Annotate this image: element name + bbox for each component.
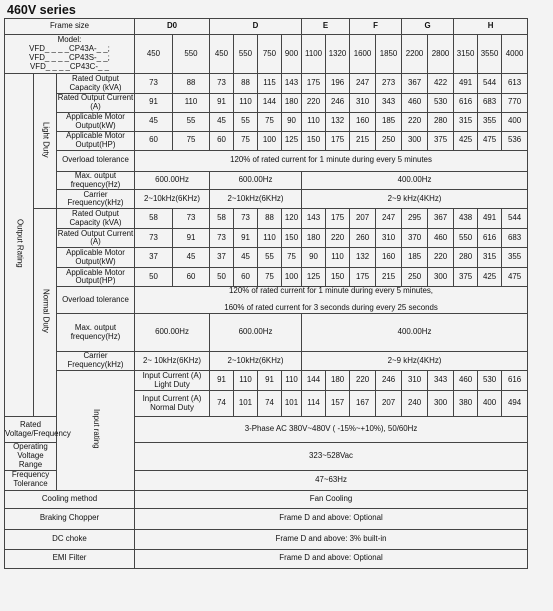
value-cell: 260 (350, 229, 376, 248)
value-cell: 88 (234, 74, 258, 94)
value-cell: 60 (135, 131, 173, 150)
value-cell: 101 (234, 391, 258, 417)
value-cell: 88 (173, 74, 210, 94)
model-value: 900 (282, 35, 302, 74)
row-label: Frequency Tolerance (5, 470, 57, 490)
value-cell: 73 (210, 74, 234, 94)
value-cell: 167 (350, 391, 376, 417)
frame-size-label: Frame size (5, 19, 135, 35)
value-cell: 91 (258, 371, 282, 391)
value-cell: 544 (502, 209, 528, 229)
value-cell: 90 (282, 112, 302, 131)
value-cell: 60 (210, 131, 234, 150)
value-cell: 250 (376, 131, 402, 150)
value-cell: 220 (428, 248, 454, 268)
value-cell: 246 (376, 371, 402, 391)
merged-value: 2~10kHz(6KHz) (135, 190, 210, 209)
value-cell: 60 (173, 268, 210, 287)
row-label: DC choke (5, 529, 135, 549)
value-cell: 75 (173, 131, 210, 150)
value-cell: 315 (478, 248, 502, 268)
model-value: 3150 (454, 35, 478, 74)
value-cell: 143 (282, 74, 302, 94)
value-cell: 160 (350, 112, 376, 131)
value-cell: 91 (173, 229, 210, 248)
value-cell: 175 (302, 74, 326, 94)
merged-value: Frame D and above: 3% built-in (135, 529, 528, 549)
merged-value: 400.00Hz (302, 171, 528, 190)
merged-value: 2~9 kHz(4KHz) (302, 352, 528, 371)
value-cell: 55 (258, 248, 282, 268)
spec-table (4, 18, 528, 569)
value-cell: 491 (478, 209, 502, 229)
value-cell: 144 (258, 94, 282, 113)
value-cell: 75 (258, 268, 282, 287)
value-cell: 220 (350, 371, 376, 391)
model-value: 1100 (302, 35, 326, 74)
value-cell: 550 (454, 229, 478, 248)
row-label: Rated Output Capacity (kVA) (57, 209, 135, 229)
value-cell: 491 (454, 74, 478, 94)
row-label: Rated Output Current (A) (57, 228, 134, 247)
value-cell: 536 (502, 131, 528, 150)
model-value: 3550 (478, 35, 502, 74)
value-cell: 144 (302, 371, 326, 391)
value-cell: 343 (428, 371, 454, 391)
value-cell: 220 (402, 112, 428, 131)
row-label: EMI Filter (5, 549, 135, 568)
value-cell: 367 (428, 209, 454, 229)
value-cell: 58 (135, 209, 173, 229)
value-cell: 74 (258, 391, 282, 417)
value-cell: 55 (234, 112, 258, 131)
value-cell: 315 (454, 112, 478, 131)
value-cell: 75 (234, 131, 258, 150)
value-cell: 75 (258, 112, 282, 131)
merged-value: 2~9 kHz(4KHz) (302, 190, 528, 209)
overload-value (135, 287, 528, 314)
value-cell: 100 (258, 131, 282, 150)
frame-header: D0 (135, 19, 210, 35)
row-label: Rated Voltage/Frequency (5, 417, 57, 443)
row-label: Operating Voltage Range (5, 443, 57, 471)
value-cell: 91 (135, 94, 173, 113)
value-cell: 683 (502, 229, 528, 248)
model-value: 1850 (376, 35, 402, 74)
value-cell: 220 (326, 229, 350, 248)
value-cell: 300 (428, 391, 454, 417)
value-cell: 110 (302, 112, 326, 131)
value-cell: 422 (428, 74, 454, 94)
value-cell: 73 (173, 209, 210, 229)
value-cell: 101 (282, 391, 302, 417)
value-cell: 438 (454, 209, 478, 229)
value-cell: 247 (350, 74, 376, 94)
merged-value: 3-Phase AC 380V~480V ( -15%~+10%), 50/60Hz (135, 417, 528, 443)
value-cell: 100 (282, 268, 302, 287)
value-cell: 616 (454, 94, 478, 113)
frame-header: E (302, 19, 350, 35)
value-cell: 280 (428, 112, 454, 131)
value-cell: 460 (428, 229, 454, 248)
value-cell: 215 (350, 131, 376, 150)
value-cell: 132 (326, 112, 350, 131)
value-cell: 300 (402, 131, 428, 150)
row-label: Carrier Frequency(kHz) (57, 190, 135, 209)
normal-duty-label: Normal Duty (41, 289, 51, 334)
row-label: Braking Chopper (5, 508, 135, 529)
value-cell: 246 (326, 94, 350, 113)
value-cell: 530 (428, 94, 454, 113)
model-value: 2200 (402, 35, 428, 74)
model-line: VFD_ _ _ _CP43C-_ _ (30, 61, 109, 71)
value-cell: 310 (376, 229, 402, 248)
table-cell (34, 209, 57, 417)
value-cell: 125 (282, 131, 302, 150)
value-cell: 370 (402, 229, 428, 248)
row-label: Rated Output Current (A) (57, 93, 134, 111)
value-cell: 250 (402, 268, 428, 287)
value-cell: 143 (302, 209, 326, 229)
value-cell: 132 (350, 248, 376, 268)
merged-value: 2~10kHz(6KHz) (210, 352, 302, 371)
value-cell: 74 (210, 391, 234, 417)
value-cell: 770 (502, 94, 528, 113)
model-value: 1320 (326, 35, 350, 74)
value-cell: 37 (210, 248, 234, 268)
model-value: 450 (210, 35, 234, 74)
value-cell: 110 (173, 94, 210, 113)
value-cell: 207 (376, 391, 402, 417)
value-cell: 50 (210, 268, 234, 287)
model-label (5, 35, 135, 74)
value-cell: 37 (135, 248, 173, 268)
value-cell: 355 (478, 112, 502, 131)
row-label: Rated Output Capacity (kVA) (57, 74, 135, 94)
value-cell: 494 (502, 391, 528, 417)
value-cell: 530 (478, 371, 502, 391)
model-line: VFD_ _ _ _CP43S-_ _; (29, 53, 110, 62)
value-cell: 114 (302, 391, 326, 417)
value-cell: 110 (234, 371, 258, 391)
row-label: Overload tolerance (57, 150, 135, 171)
value-cell: 110 (258, 229, 282, 248)
value-cell: 90 (302, 248, 326, 268)
value-cell: 185 (402, 248, 428, 268)
model-line: Model: (57, 35, 82, 45)
value-cell: 55 (173, 112, 210, 131)
light-duty-label: Light Duty (41, 122, 51, 158)
frame-header: F (350, 19, 402, 35)
value-cell: 58 (210, 209, 234, 229)
overload-line: 160% of rated current for 3 seconds during every 25 seconds (224, 303, 438, 313)
value-cell: 215 (376, 268, 402, 287)
frame-header: H (454, 19, 528, 35)
value-cell: 375 (454, 268, 478, 287)
page-title: 460V series (7, 3, 76, 17)
output-rating-label: Output Rating (15, 219, 25, 268)
value-cell: 175 (350, 268, 376, 287)
value-cell: 220 (302, 94, 326, 113)
value-cell: 295 (402, 209, 428, 229)
row-label: Carrier Frequency(kHz) (57, 352, 135, 371)
value-cell: 45 (135, 112, 173, 131)
merged-value: 600.00Hz (210, 171, 302, 190)
value-cell: 273 (376, 74, 402, 94)
value-cell: 240 (402, 391, 428, 417)
merged-value: Fan Cooling (135, 490, 528, 508)
value-cell: 125 (302, 268, 326, 287)
value-cell: 425 (478, 268, 502, 287)
value-cell: 73 (234, 209, 258, 229)
value-cell: 683 (478, 94, 502, 113)
row-label: Max. output frequency(Hz) (57, 314, 135, 352)
merged-value: 600.00Hz (135, 314, 210, 352)
table-cell (5, 74, 34, 417)
value-cell: 175 (326, 209, 350, 229)
value-cell: 180 (326, 371, 350, 391)
value-cell: 175 (326, 131, 350, 150)
table-cell (34, 74, 57, 209)
value-cell: 45 (234, 248, 258, 268)
value-cell: 180 (302, 229, 326, 248)
value-cell: 375 (428, 131, 454, 150)
model-value: 4000 (502, 35, 528, 74)
value-cell: 380 (454, 391, 478, 417)
value-cell: 355 (502, 248, 528, 268)
value-cell: 150 (282, 229, 302, 248)
value-cell: 50 (135, 268, 173, 287)
model-value: 1600 (350, 35, 376, 74)
value-cell: 460 (454, 371, 478, 391)
value-cell: 73 (135, 229, 173, 248)
value-cell: 91 (234, 229, 258, 248)
merged-value: 600.00Hz (135, 171, 210, 190)
model-value: 750 (258, 35, 282, 74)
merged-value: Frame D and above: Optional (135, 549, 528, 568)
value-cell: 367 (402, 74, 428, 94)
row-label: Applicable Motor Output(kW) (57, 248, 135, 268)
value-cell: 207 (350, 209, 376, 229)
value-cell: 616 (478, 229, 502, 248)
value-cell: 110 (326, 248, 350, 268)
row-label: Applicable Motor Output(HP) (57, 268, 135, 287)
value-cell: 343 (376, 94, 402, 113)
merged-value: 323~528Vac (135, 443, 528, 471)
value-cell: 150 (302, 131, 326, 150)
value-cell: 91 (210, 371, 234, 391)
value-cell: 425 (454, 131, 478, 150)
value-cell: 88 (258, 209, 282, 229)
value-cell: 157 (326, 391, 350, 417)
merged-value: Frame D and above: Optional (135, 508, 528, 529)
value-cell: 73 (135, 74, 173, 94)
row-label: Applicable Motor Output(HP) (57, 131, 135, 150)
value-cell: 45 (210, 112, 234, 131)
value-cell: 120 (282, 209, 302, 229)
value-cell: 616 (502, 371, 528, 391)
value-cell: 400 (478, 391, 502, 417)
input-rating-label: Input rating (91, 409, 101, 449)
value-cell: 73 (210, 229, 234, 248)
value-cell: 180 (282, 94, 302, 113)
model-value: 2800 (428, 35, 454, 74)
overload-value: 120% of rated current for 1 minute during every 5 minutes (135, 150, 528, 171)
row-label: Input Current (A) Light Duty (135, 371, 210, 391)
value-cell: 196 (326, 74, 350, 94)
value-cell: 185 (376, 112, 402, 131)
value-cell: 280 (454, 248, 478, 268)
value-cell: 300 (428, 268, 454, 287)
frame-header: G (402, 19, 454, 35)
merged-value: 600.00Hz (210, 314, 302, 352)
value-cell: 460 (402, 94, 428, 113)
value-cell: 91 (210, 94, 234, 113)
row-label: Applicable Motor Output(kW) (57, 112, 135, 131)
value-cell: 247 (376, 209, 402, 229)
value-cell: 310 (350, 94, 376, 113)
merged-value: 400.00Hz (302, 314, 528, 352)
model-value: 550 (173, 35, 210, 74)
overload-line: 120% of rated current for 1 minute during every 5 minutes, (229, 286, 433, 296)
merged-value: 2~10kHz(6KHz) (210, 190, 302, 209)
merged-value: 47~63Hz (135, 470, 528, 490)
value-cell: 150 (326, 268, 350, 287)
value-cell: 613 (502, 74, 528, 94)
model-value: 550 (234, 35, 258, 74)
value-cell: 110 (234, 94, 258, 113)
merged-value: 2~ 10kHz(6KHz) (135, 352, 210, 371)
value-cell: 60 (234, 268, 258, 287)
row-label: Overload tolerance (57, 287, 135, 314)
model-line: VFD_ _ _ _CP43A-_ _; (29, 44, 110, 54)
value-cell: 400 (502, 112, 528, 131)
value-cell: 115 (258, 74, 282, 94)
value-cell: 310 (402, 371, 428, 391)
frame-header: D (210, 19, 302, 35)
value-cell: 110 (282, 371, 302, 391)
row-label: Input Current (A) Normal Duty (135, 391, 210, 417)
model-value: 450 (135, 35, 173, 74)
value-cell: 544 (478, 74, 502, 94)
row-label: Max. output frequency(Hz) (57, 171, 135, 190)
value-cell: 475 (502, 268, 528, 287)
row-label: Cooling method (5, 490, 135, 508)
value-cell: 75 (282, 248, 302, 268)
value-cell: 45 (173, 248, 210, 268)
value-cell: 160 (376, 248, 402, 268)
value-cell: 475 (478, 131, 502, 150)
